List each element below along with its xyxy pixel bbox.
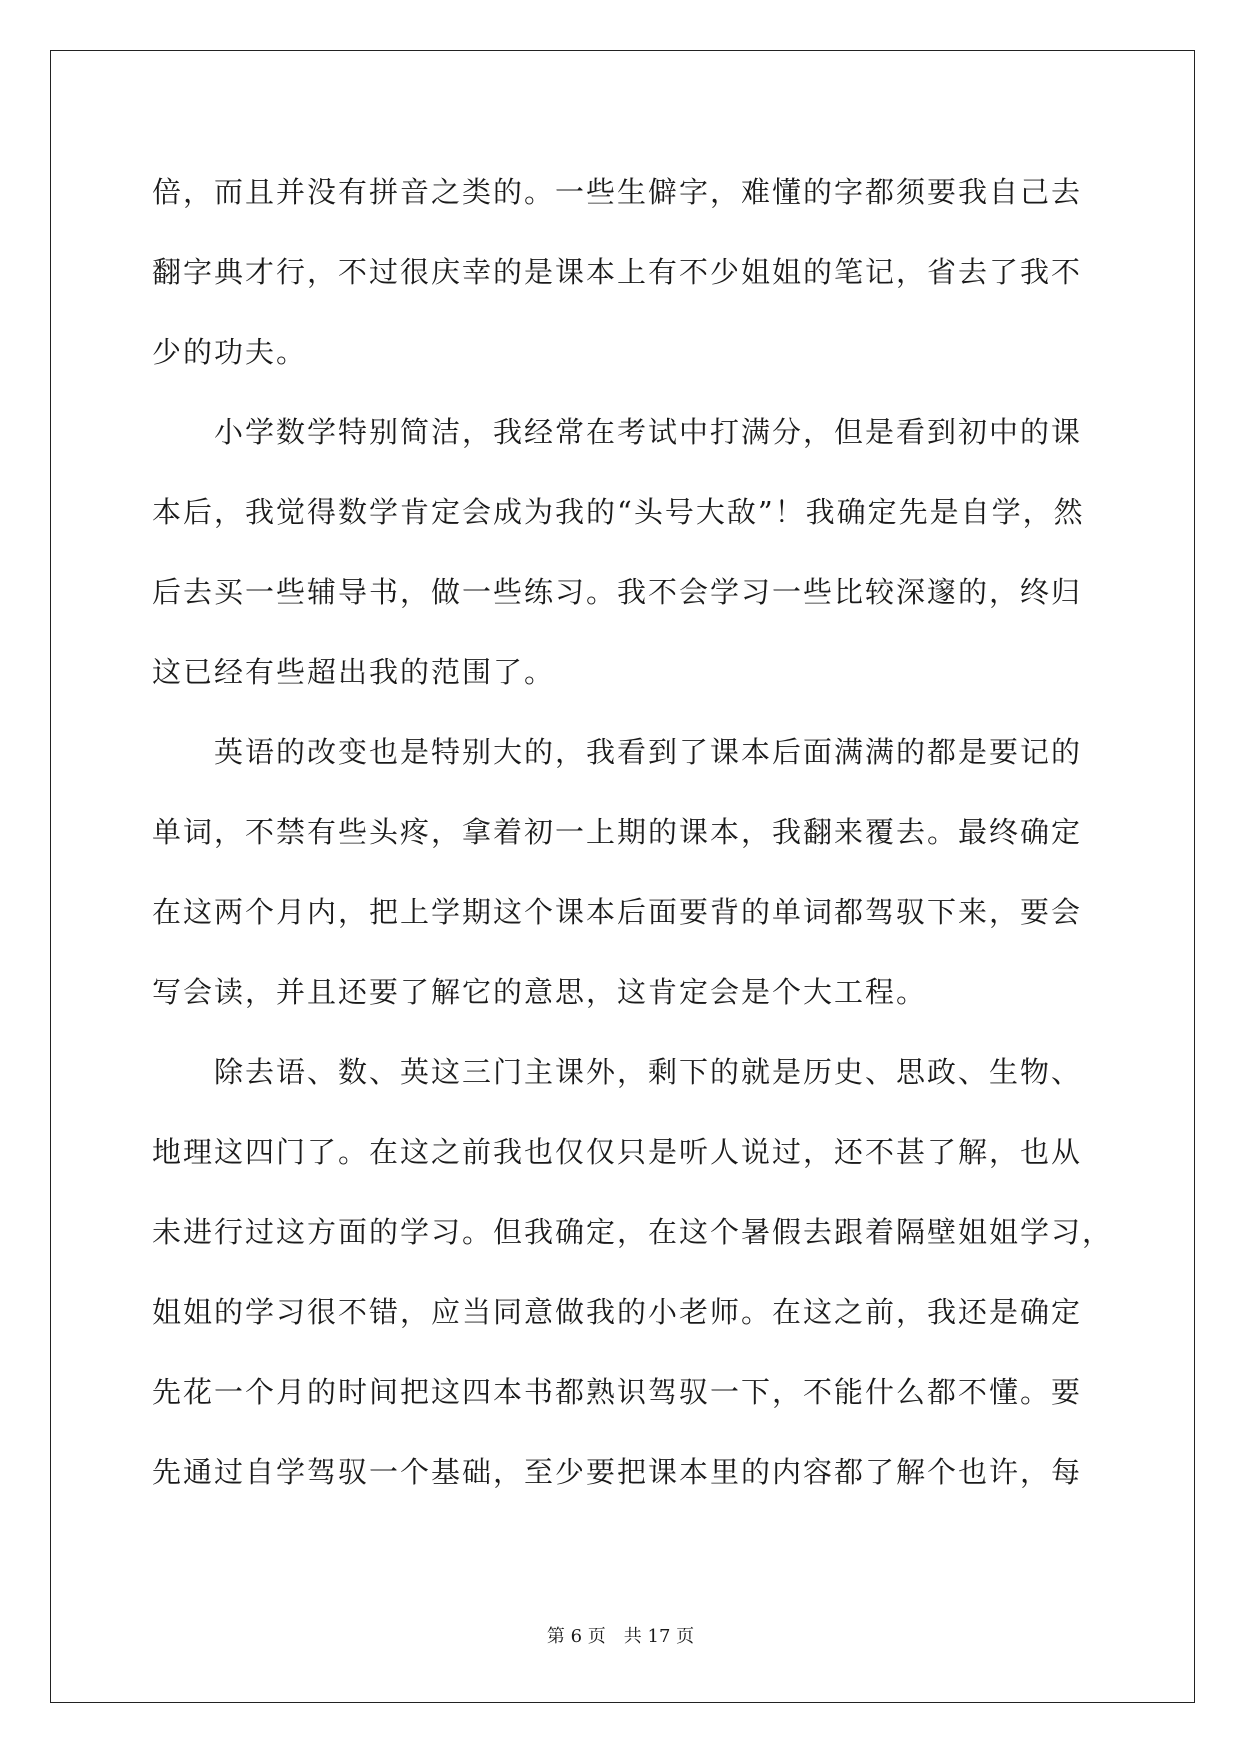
text-line: 这已经有些超出我的范围了。 xyxy=(152,655,556,689)
text-line: 在这两个月内，把上学期这个课本后面要背的单词都驾驭下来，要会 xyxy=(152,895,1083,929)
text-line: 先通过自学驾驭一个基础，至少要把课本里的内容都了解个也许，每 xyxy=(152,1455,1083,1489)
text-line: 翻字典才行，不过很庆幸的是课本上有不少姐姐的笔记，省去了我不 xyxy=(152,255,1083,289)
text-line: 后去买一些辅导书，做一些练习。我不会学习一些比较深邃的，终归 xyxy=(152,575,1083,609)
text-line: 本后，我觉得数学肯定会成为我的“头号大敌”！我确定先是自学，然 xyxy=(152,495,1085,529)
text-line: 倍，而且并没有拼音之类的。一些生僻字，难懂的字都须要我自己去 xyxy=(152,175,1083,209)
text-line: 小学数学特别简洁，我经常在考试中打满分，但是看到初中的课 xyxy=(152,415,1083,449)
text-line: 写会读，并且还要了解它的意思，这肯定会是个大工程。 xyxy=(152,975,928,1009)
document-body xyxy=(152,152,1114,1512)
text-line: 单词，不禁有些头疼，拿着初一上期的课本，我翻来覆去。最终确定 xyxy=(152,815,1083,849)
text-line: 未进行过这方面的学习。但我确定，在这个暑假去跟着隔壁姐姐学习， xyxy=(152,1215,1114,1249)
text-line: 除去语、数、英这三门主课外，剩下的就是历史、思政、生物、 xyxy=(152,1055,1083,1089)
text-line: 先花一个月的时间把这四本书都熟识驾驭一下，不能什么都不懂。要 xyxy=(152,1375,1083,1409)
text-line: 英语的改变也是特别大的，我看到了课本后面满满的都是要记的 xyxy=(152,735,1083,769)
text-line: 姐姐的学习很不错，应当同意做我的小老师。在这之前，我还是确定 xyxy=(152,1295,1083,1329)
text-line: 少的功夫。 xyxy=(152,335,308,369)
text-line: 地理这四门了。在这之前我也仅仅只是听人说过，还不甚了解，也从 xyxy=(152,1135,1083,1169)
page-number-footer: 第 6 页 共 17 页 xyxy=(546,1626,695,1647)
